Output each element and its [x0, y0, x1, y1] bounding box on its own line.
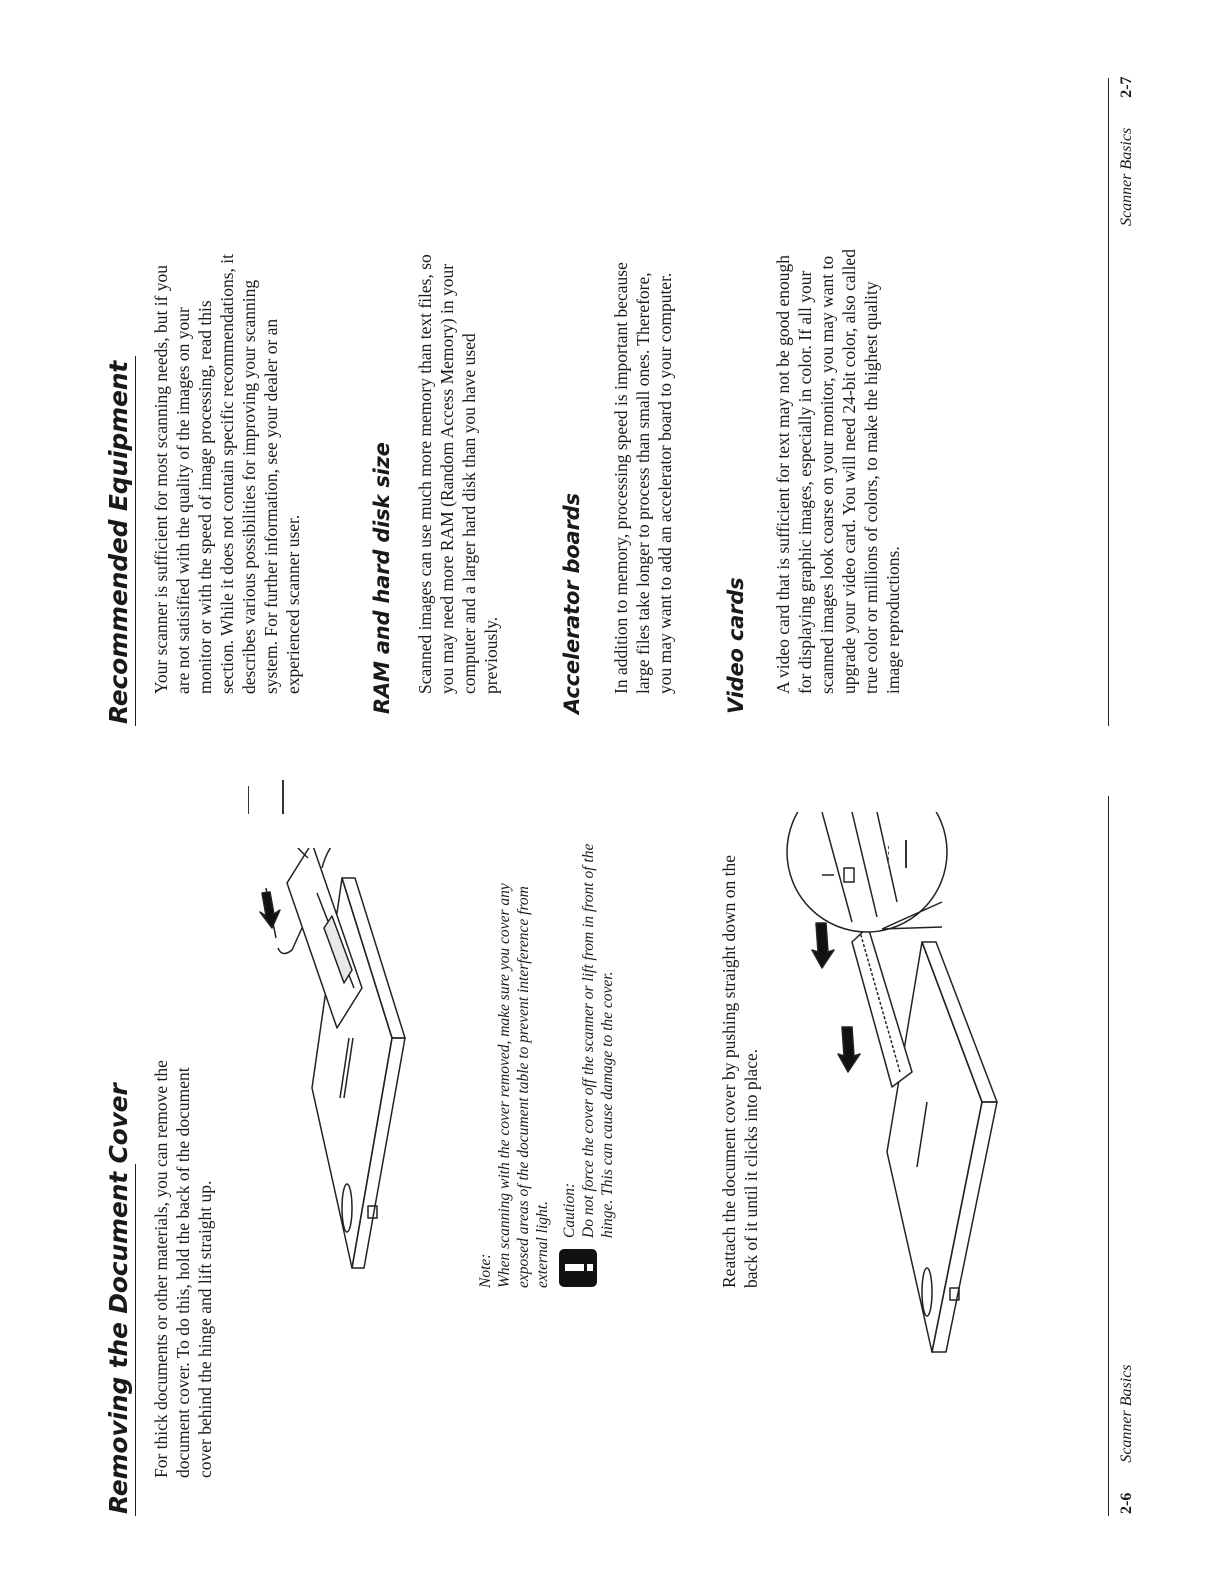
- note-label: Note:: [477, 1253, 494, 1288]
- scanner-reattach-cover-illustration: [782, 812, 1042, 1372]
- right-page-heading: Recommended Equipment: [104, 360, 133, 724]
- section-heading-accelerator: Accelerator boards: [560, 493, 584, 714]
- text-line: document cover. To do this, hold the back of the document: [173, 1067, 193, 1478]
- footer-title: Scanner Basics: [1118, 1364, 1135, 1463]
- note-line: exposed areas of the document table to prevent interference from: [515, 886, 532, 1288]
- text-line: image reproductions.: [883, 546, 903, 694]
- gutter-mark: [248, 786, 249, 814]
- gutter-mark: [905, 840, 907, 868]
- text-line: Scanned images can use much more memory than text files, so: [415, 254, 435, 694]
- text-line: you may want to add an accelerator board to your computer.: [655, 272, 675, 694]
- caution-label: Caution:: [561, 1182, 578, 1238]
- caution-line: Do not force the cover off the scanner or lift from in front of the: [580, 843, 597, 1238]
- footer-title: Scanner Basics: [1118, 127, 1135, 226]
- page-number: 2-7: [1118, 76, 1135, 98]
- section-ram-paragraph: [414, 254, 502, 694]
- section-heading-ram: RAM and hard disk size: [370, 442, 394, 714]
- note-line: When scanning with the cover removed, make sure you cover any: [496, 883, 513, 1288]
- gutter-mark: [282, 780, 284, 814]
- section-video-paragraph: [772, 249, 904, 694]
- section-accelerator-paragraph: [610, 262, 676, 694]
- page-number: 2-6: [1118, 1492, 1135, 1514]
- text-line: scanned images look coarse on your monitor, you may want to: [817, 255, 837, 694]
- text-line: section. While it does not contain specific recommendations, it: [217, 254, 237, 694]
- section-heading-video: Video cards: [724, 577, 748, 714]
- caution-block: [560, 844, 617, 1238]
- right-footer: [1118, 76, 1136, 226]
- text-line: Your scanner is sufficient for most scanning needs, but if you: [151, 264, 171, 694]
- text-line: true color or millions of colors, to make the highest quality: [861, 281, 881, 694]
- right-footer-rule: [1108, 78, 1109, 726]
- text-line: experienced scanner user.: [283, 514, 303, 694]
- reattach-paragraph: [718, 855, 762, 1288]
- left-footer-rule: [1108, 796, 1109, 1516]
- note-line: external light.: [534, 1201, 551, 1288]
- text-line: upgrade your video card. You will need 24-bit color, also called: [839, 249, 859, 694]
- exclamation-icon: [558, 1248, 603, 1288]
- text-line: describes various possibilities for improving your scanning: [239, 279, 259, 694]
- gutter-mark: [888, 846, 889, 866]
- left-footer: [1118, 1364, 1136, 1514]
- text-line: For thick documents or other materials, you can remove the: [151, 1060, 171, 1478]
- left-heading-rule: [135, 1164, 136, 1516]
- scanner-lift-cover-illustration: [252, 848, 442, 1288]
- text-line: previously.: [481, 616, 501, 694]
- caution-line: hinge. This can cause damage to the cover.: [599, 971, 616, 1238]
- text-line: system. For further information, see your dealer or an: [261, 318, 281, 694]
- text-line: are not satisified with the quality of the images on your: [173, 307, 193, 694]
- left-page-heading: Removing the Document Cover: [104, 1083, 133, 1514]
- text-line: monitor or with the speed of image processing, read this: [195, 300, 215, 694]
- text-line: large files take longer to process than small ones. Therefore,: [633, 272, 653, 694]
- text-line: you may need more RAM (Random Access Memory) in your: [437, 263, 457, 694]
- text-line: In addition to memory, processing speed is important because: [611, 262, 631, 694]
- right-heading-rule: [135, 356, 136, 726]
- text-line: for displaying graphic images, especially in color. If all your: [795, 270, 815, 694]
- text-line: computer and a larger hard disk than you have used: [459, 333, 479, 694]
- right-intro-paragraph: [150, 254, 304, 694]
- text-line: Reattach the document cover by pushing straight down on the: [719, 854, 739, 1288]
- left-intro-paragraph: [150, 1060, 216, 1478]
- note-block: [476, 883, 552, 1288]
- text-line: cover behind the hinge and lift straight up.: [195, 1180, 215, 1478]
- text-line: back of it until it clicks into place.: [741, 1048, 761, 1288]
- text-line: A video card that is sufficient for text may not be good enough: [773, 254, 793, 694]
